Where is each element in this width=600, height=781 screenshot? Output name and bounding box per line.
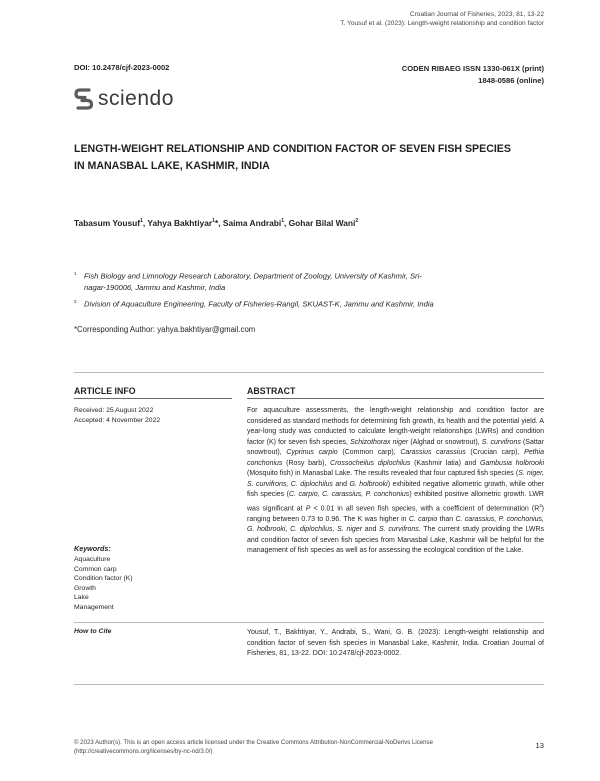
- abstract-text: ) ranging between 0.73 to 0.96. The K was higher in: [247, 505, 544, 523]
- keyword-item: Lake: [74, 594, 89, 602]
- r-squared-sup: 2: [539, 502, 542, 508]
- doi-label: DOI: 10.2478/cjf-2023-0002: [74, 63, 170, 72]
- cite-top-divider: [74, 622, 544, 623]
- author-name: Gohar Bilal Wani: [288, 218, 356, 228]
- abstract-text: (Mosquito fish) in Manasbal Lake. The results revealed that four captured fish species (: [247, 470, 519, 478]
- publisher-name: sciendo: [98, 87, 174, 110]
- author-list: [74, 218, 358, 228]
- abstract-text: and: [332, 480, 350, 488]
- page-number: 13: [535, 741, 544, 750]
- section-top-divider: [74, 372, 544, 373]
- species-name: Pethia conchonius: [247, 449, 544, 467]
- abstract-text: and: [362, 526, 380, 534]
- license-link[interactable]: (http://creativecommons.org/licenses/by-nc-nd/3.0/): [74, 747, 213, 755]
- coden-line1: CODEN RIBAEG ISSN 1330-061X (print): [401, 64, 544, 73]
- keyword-list: [74, 555, 133, 613]
- author-sep: ,: [142, 218, 148, 228]
- affiliation-text-cont: nagar-190006, Jammu and Kashmir, India: [84, 283, 226, 293]
- abstract-text: (Crucian carp),: [465, 449, 525, 457]
- accepted-date: Accepted: 4 November 2022: [74, 416, 161, 424]
- publisher-logo: [74, 86, 174, 112]
- abstract-heading: ABSTRACT: [247, 386, 296, 396]
- abstract-text: ) exhibited negative allometric growth, while other fish species (: [247, 480, 544, 499]
- abstract-text: (Common carp),: [337, 449, 401, 457]
- species-name: S. curvifrons: [379, 526, 419, 534]
- species-name: S. niger, S. curvifrons, C. diplochilus: [247, 470, 544, 488]
- affiliation-number: 2: [74, 299, 77, 304]
- author-affil-sup: 1: [212, 218, 215, 225]
- sciendo-s-logo-icon: [74, 86, 94, 112]
- author-name: Yahya Bakhtiyar: [147, 218, 213, 228]
- species-name: C. carpio: [408, 515, 438, 523]
- species-name: Carassius carassius: [400, 449, 466, 457]
- species-name: C. carpio, C. carassius, P. conchonius: [289, 491, 410, 499]
- abstract-text: than: [437, 515, 456, 523]
- author-sep: ,: [218, 218, 223, 228]
- keyword-item: Management: [74, 603, 114, 611]
- affiliation-2: [74, 296, 554, 310]
- license-footer: [74, 739, 504, 756]
- author-affil-sup: 2: [355, 218, 359, 225]
- abstract-text: (Sattar snowtrout),: [247, 438, 544, 457]
- article-title: [74, 141, 554, 175]
- species-name: Schizothorax niger: [350, 438, 409, 446]
- license-line1: © 2023 Author(s). This is an open access article licensed under the Creative Commons Attribution-NonCommercial-NoDerivs License: [74, 739, 433, 746]
- abstract-text: ) exhibited positive allometric growth. LWR was significant at: [247, 491, 544, 513]
- keyword-item: Common carp: [74, 565, 117, 573]
- species-name: Crossocheilus diplochilus: [330, 459, 411, 467]
- abstract-text: (Kashmir latia) and: [410, 459, 480, 467]
- coden-block: [402, 63, 544, 87]
- title-line2: IN MANASBAL LAKE, KASHMIR, INDIA: [74, 160, 270, 172]
- title-line1: LENGTH-WEIGHT RELATIONSHIP AND CONDITION FACTOR OF SEVEN FISH SPECIES: [74, 143, 511, 155]
- author-name: Tabasum Yousuf: [74, 218, 141, 228]
- abstract-text: For aquaculture assessments, the length-weight relationship and condition factor are considered as standard methods for determining fish growth, its health and the potential yield. A year-long study was conducted to calculate length-weight relationships (LWRs) and condition factor (K) for seven fish species,: [247, 407, 544, 446]
- author-affil-sup: 1: [281, 218, 285, 225]
- author-sep: ,: [284, 218, 289, 228]
- affiliation-text: Fish Biology and Limnology Research Laboratory, Department of Zoology, University of Kashmir, Sri-: [84, 271, 422, 281]
- species-name: Gambusia holbrooki: [480, 459, 544, 467]
- abstract-text: (Rosy barb),: [282, 459, 331, 467]
- affiliation-1: [74, 268, 554, 294]
- keyword-item: Condition factor (K): [74, 575, 133, 583]
- received-date: Received: 25 August 2022: [74, 407, 154, 414]
- coden-line2: 1848-0586 (online): [478, 76, 544, 85]
- p-value-symbol: P: [305, 505, 311, 513]
- keyword-item: Aquaculture: [74, 556, 111, 563]
- how-to-cite-heading: How to Cite: [74, 628, 112, 635]
- species-name: Cyprinus carpio: [286, 449, 338, 457]
- abstract-text: (Alghad or snowtrout),: [408, 438, 482, 446]
- journal-header-line2: T. Yousuf et al. (2023): Length-weight relationship and condition factor: [340, 20, 544, 27]
- author-name: Saima Andrabi: [222, 218, 282, 228]
- author-affil-sup: 1: [140, 218, 143, 225]
- abstract-text: . The current study providing the LWRs and condition factor of seven fish species from Manasbal Lake, Kashmir will be helpful for the management of fish species as well as for assessing the ecological condition of the Lake.: [247, 526, 544, 555]
- species-name: S. curvifrons: [481, 438, 521, 446]
- article-info-underline: [74, 398, 232, 399]
- species-name: C. carassius, P. conchonius, G. holbrooki, C. diplochilus, S. niger: [247, 515, 544, 534]
- article-info-heading: ARTICLE INFO: [74, 386, 136, 396]
- journal-header-line1: Croatian Journal of Fisheries, 2023, 81, 13-22: [409, 11, 544, 18]
- abstract-body: [247, 406, 544, 557]
- abstract-text: < 0.01 in all seven fish species, with a coefficient of determination (R: [310, 505, 540, 513]
- keywords-heading: Keywords:: [74, 544, 111, 553]
- abstract-underline: [247, 398, 544, 399]
- keyword-item: Growth: [74, 584, 96, 592]
- affiliation-number: 1: [74, 271, 77, 276]
- affiliation-text: Division of Aquaculture Engineering, Faculty of Fisheries-Rangil, SKUAST-K, Jammu and Kashmir, India: [84, 299, 434, 309]
- journal-running-header: [340, 10, 544, 28]
- corresponding-star: *: [214, 218, 219, 228]
- species-name: G. holbrooki: [349, 480, 388, 488]
- article-dates: [74, 406, 160, 425]
- corresponding-author: *Corresponding Author: yahya.bakhtiyar@gmail.com: [74, 325, 256, 334]
- cite-bottom-divider: [74, 684, 544, 685]
- citation-text: Yousuf, T., Bakhtiyar, Y., Andrabi, S., Wani, G. B. (2023): Length-weight relationship and condition factor of seven fish species in Manasbal Lake, Kashmir, India. Croatian Journal of Fisheries, 81, 13-22. DOI: 10.2478/cjf-2023-0002.: [247, 629, 544, 658]
